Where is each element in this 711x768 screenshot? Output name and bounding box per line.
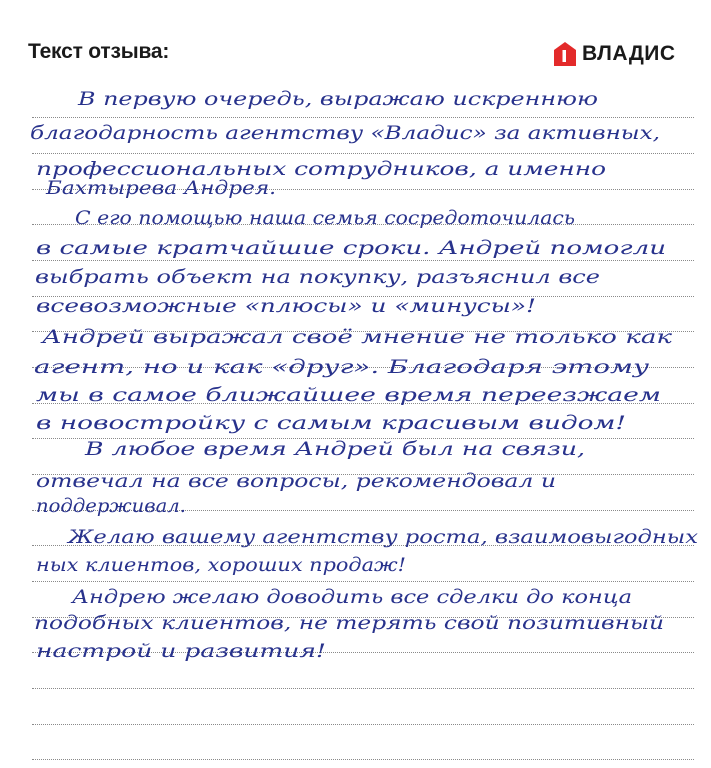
brand-name: ВЛАДИС: [582, 42, 676, 65]
ruled-line: [32, 260, 694, 261]
review-line: С его помощью наша семья сосредоточилась: [75, 207, 575, 229]
review-line: Андрею желаю доводить все сделки до конца: [72, 586, 632, 608]
ruled-line: [32, 724, 694, 725]
review-line: благодарность агентству «Владис» за активных,: [30, 122, 660, 144]
review-line: подобных клиентов, не терять свой позитивный: [34, 612, 664, 634]
review-line: настрой и развития!: [36, 640, 326, 662]
review-line: Желаю вашему агентству роста, взаимовыгодных: [68, 526, 698, 548]
review-line: Бахтырева Андрея.: [46, 177, 276, 199]
ruled-line: [32, 153, 694, 154]
review-line: В любое время Андрей был на связи,: [85, 438, 585, 460]
review-line: профессиональных сотрудников, а именно: [36, 158, 606, 180]
review-line: ных клиентов, хороших продаж!: [36, 554, 406, 576]
review-line: всевозможные «плюсы» и «минусы»!: [36, 295, 536, 317]
review-line: поддерживал.: [36, 495, 186, 517]
review-line: в самые кратчайшие сроки. Андрей помогли: [36, 237, 666, 259]
review-line: агент, но и как «друг». Благодаря этому: [34, 356, 649, 378]
review-line: мы в самое ближайшее время переезжаем: [36, 384, 661, 406]
house-badge-icon: [553, 41, 577, 67]
review-line: Андрей выражал своё мнение не только как: [42, 326, 672, 348]
ruled-line: [32, 688, 694, 689]
review-heading: Текст отзыва:: [28, 40, 170, 63]
review-line: В первую очередь, выражаю искреннюю: [78, 88, 598, 110]
ruled-line: [32, 117, 694, 118]
review-line: отвечал на все вопросы, рекомендовал и: [36, 470, 556, 492]
review-line: в новостройку с самым красивым видом!: [36, 412, 626, 434]
review-line: выбрать объект на покупку, разъяснил все: [35, 266, 600, 288]
ruled-line: [32, 759, 694, 760]
brand-logo: [553, 40, 676, 68]
ruled-line: [32, 581, 694, 582]
